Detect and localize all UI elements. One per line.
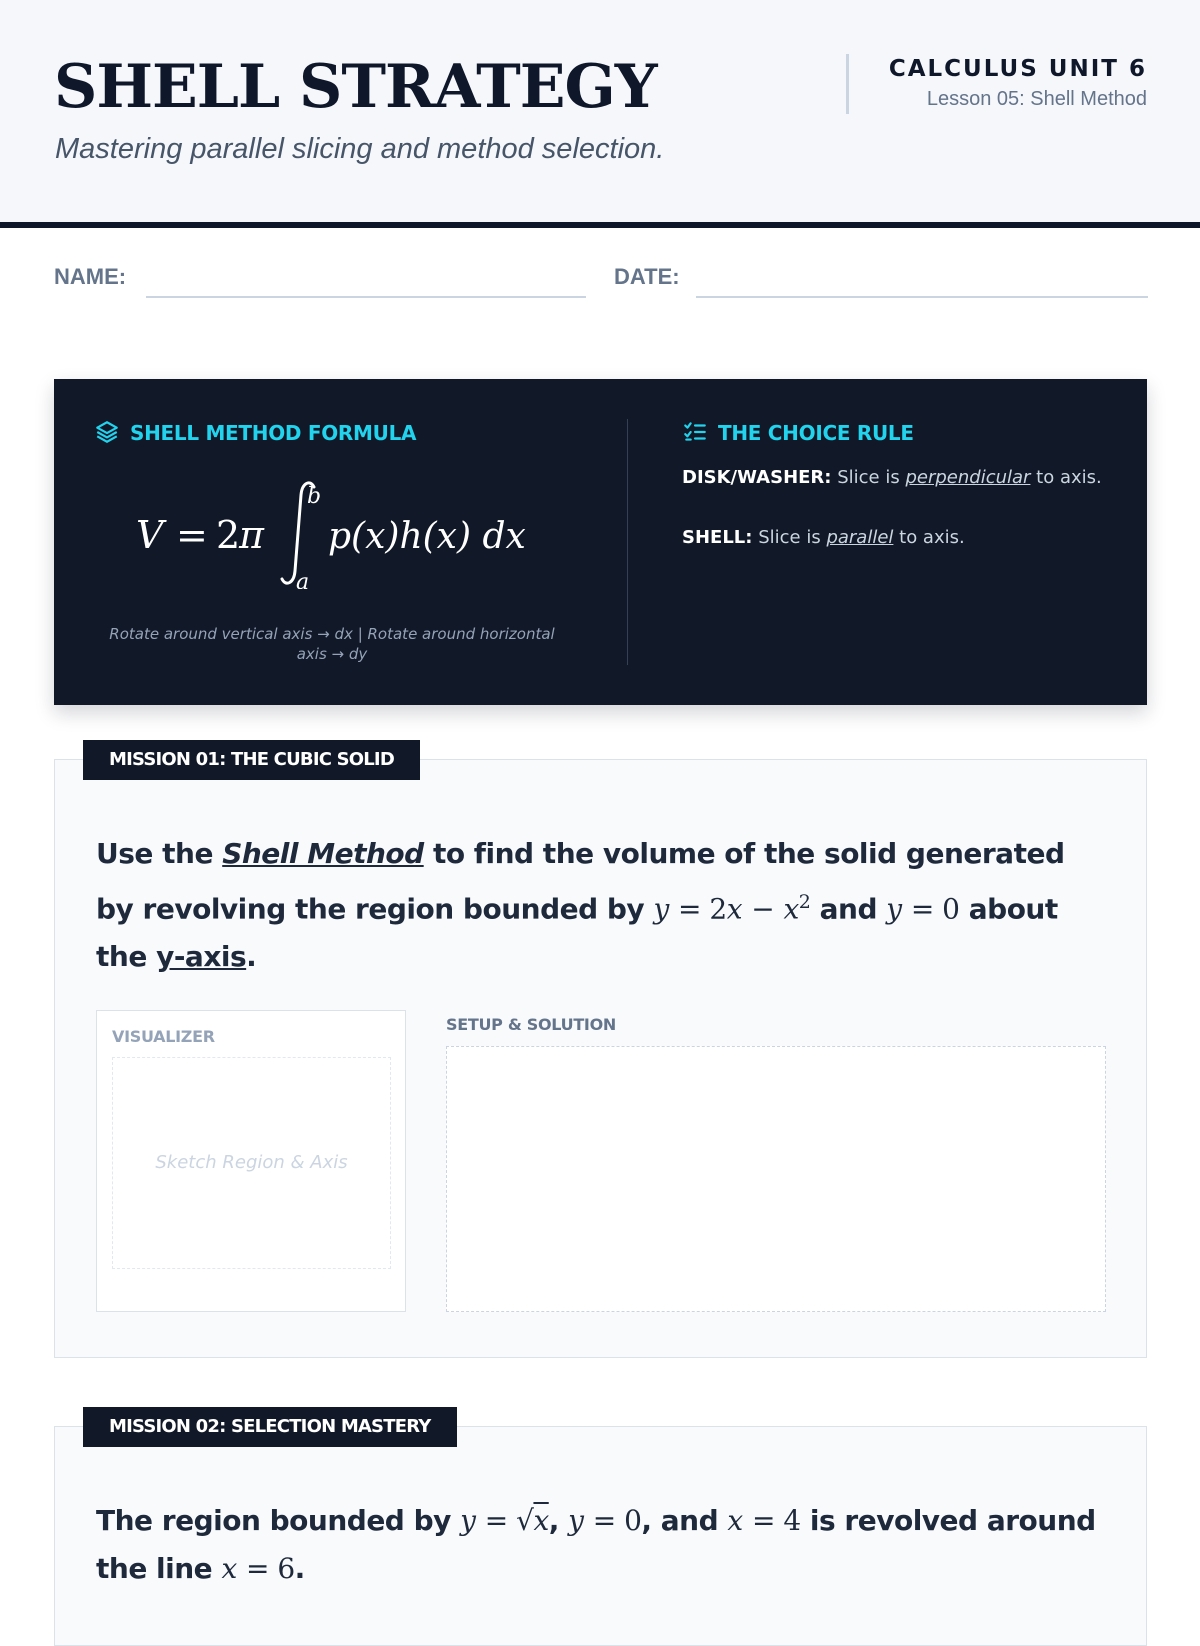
formula-heading-text: SHELL METHOD FORMULA <box>130 421 417 445</box>
problem-text: , and <box>641 1504 719 1537</box>
svg-text:b: b <box>307 484 322 509</box>
name-date-row <box>54 262 1148 302</box>
date-field[interactable] <box>696 296 1148 298</box>
sketch-area[interactable] <box>112 1057 391 1269</box>
equation-curve: y <box>653 892 669 926</box>
problem-text: , <box>548 1504 559 1537</box>
equation-curve: 2 <box>798 891 811 913</box>
panel-divider <box>627 419 628 665</box>
equation-curve: y <box>460 1504 476 1537</box>
problem-text: The region bounded by <box>96 1504 451 1537</box>
problem-text: is revolved around the line <box>96 1504 1096 1585</box>
equation-curve: x <box>783 892 799 926</box>
solution-label: SETUP & SOLUTION <box>446 1015 616 1034</box>
mission-1-tag: MISSION 01: THE CUBIC SOLID <box>83 740 420 780</box>
equation-curve: − <box>751 892 775 926</box>
equation-curve: = 2 <box>678 892 727 926</box>
shell-rule-emphasis: parallel <box>826 527 894 548</box>
disk-rule-label: DISK/WASHER: <box>682 467 832 488</box>
equation-curve: x <box>533 1504 549 1537</box>
formula-note: Rotate around vertical axis → dx | Rotate around horizontal axis → dy <box>109 625 555 663</box>
svg-text:V: V <box>136 513 164 557</box>
shell-rule-tail: to axis. <box>899 527 965 548</box>
shell-rule <box>682 525 1102 551</box>
problem-text: about the <box>96 892 1058 974</box>
rule-heading-text: THE CHOICE RULE <box>718 421 914 445</box>
sketch-hint: Sketch Region & Axis <box>155 1152 348 1173</box>
equation-bound: x <box>727 1504 743 1537</box>
rule-heading <box>682 419 914 450</box>
axis-name: y-axis <box>156 940 247 974</box>
page-subtitle: Mastering parallel slicing and method selection. <box>55 133 665 165</box>
shell-formula <box>136 479 556 589</box>
disk-rule <box>682 465 1102 491</box>
visualizer-label: VISUALIZER <box>112 1027 215 1046</box>
svg-text:p(x)h(x) dx: p(x)h(x) dx <box>328 516 526 557</box>
mission-2-tag: MISSION 02: SELECTION MASTERY <box>83 1407 457 1447</box>
disk-rule-tail: to axis. <box>1036 467 1102 488</box>
solution-area[interactable] <box>446 1046 1106 1312</box>
unit-info <box>846 54 1147 114</box>
svg-text:a: a <box>296 570 310 589</box>
layers-icon <box>94 419 120 450</box>
svg-text:2: 2 <box>216 513 241 557</box>
name-label: NAME: <box>54 264 127 289</box>
svg-text:π: π <box>239 513 264 557</box>
shell-rule-label: SHELL: <box>682 527 753 548</box>
disk-rule-text: Slice is <box>837 467 900 488</box>
mission-1-problem: Use the Shell Method to find the volume of the solid generated by revolving the region bounded by $y = 2x - x^2$ and y = 0 about the y-axis. <box>96 837 1065 974</box>
problem-text: to find the volume of the solid generated by revolving the region bounded by <box>96 837 1065 926</box>
mission-2-problem: The region bounded by y = √x, y = 0, and x = 4 is revolved around the line x = 6. <box>96 1504 1096 1585</box>
page-title: SHELL STRATEGY <box>54 52 657 122</box>
equation-line: y <box>886 892 902 926</box>
equation-bound: = 4 <box>751 1504 801 1537</box>
equation-line: = 0 <box>592 1504 642 1537</box>
unit-title: CALCULUS UNIT 6 <box>888 56 1147 82</box>
lesson-title: Lesson 05: Shell Method <box>926 88 1147 110</box>
equation-axis: x <box>221 1552 237 1585</box>
formula-panel <box>54 379 1147 705</box>
name-field[interactable] <box>146 296 586 298</box>
worksheet-header <box>0 0 1200 228</box>
equation-line: y <box>568 1504 584 1537</box>
visualizer-panel <box>96 1010 406 1312</box>
formula-heading <box>94 419 416 450</box>
equation-curve: x <box>726 892 742 926</box>
disk-rule-emphasis: perpendicular <box>905 467 1031 488</box>
method-name: Shell Method <box>222 837 424 870</box>
equation-curve: = √ <box>484 1504 534 1537</box>
equation-line: = 0 <box>910 892 960 926</box>
problem-text: Use the <box>96 837 213 870</box>
mission-1-card <box>54 749 1147 1358</box>
svg-text:=: = <box>176 513 208 557</box>
equation-axis: = 6 <box>245 1552 295 1585</box>
problem-text: and <box>819 892 877 926</box>
mission-2-card <box>54 1416 1147 1646</box>
checklist-icon <box>682 419 708 450</box>
date-label: DATE: <box>614 264 680 289</box>
shell-rule-text: Slice is <box>758 527 821 548</box>
